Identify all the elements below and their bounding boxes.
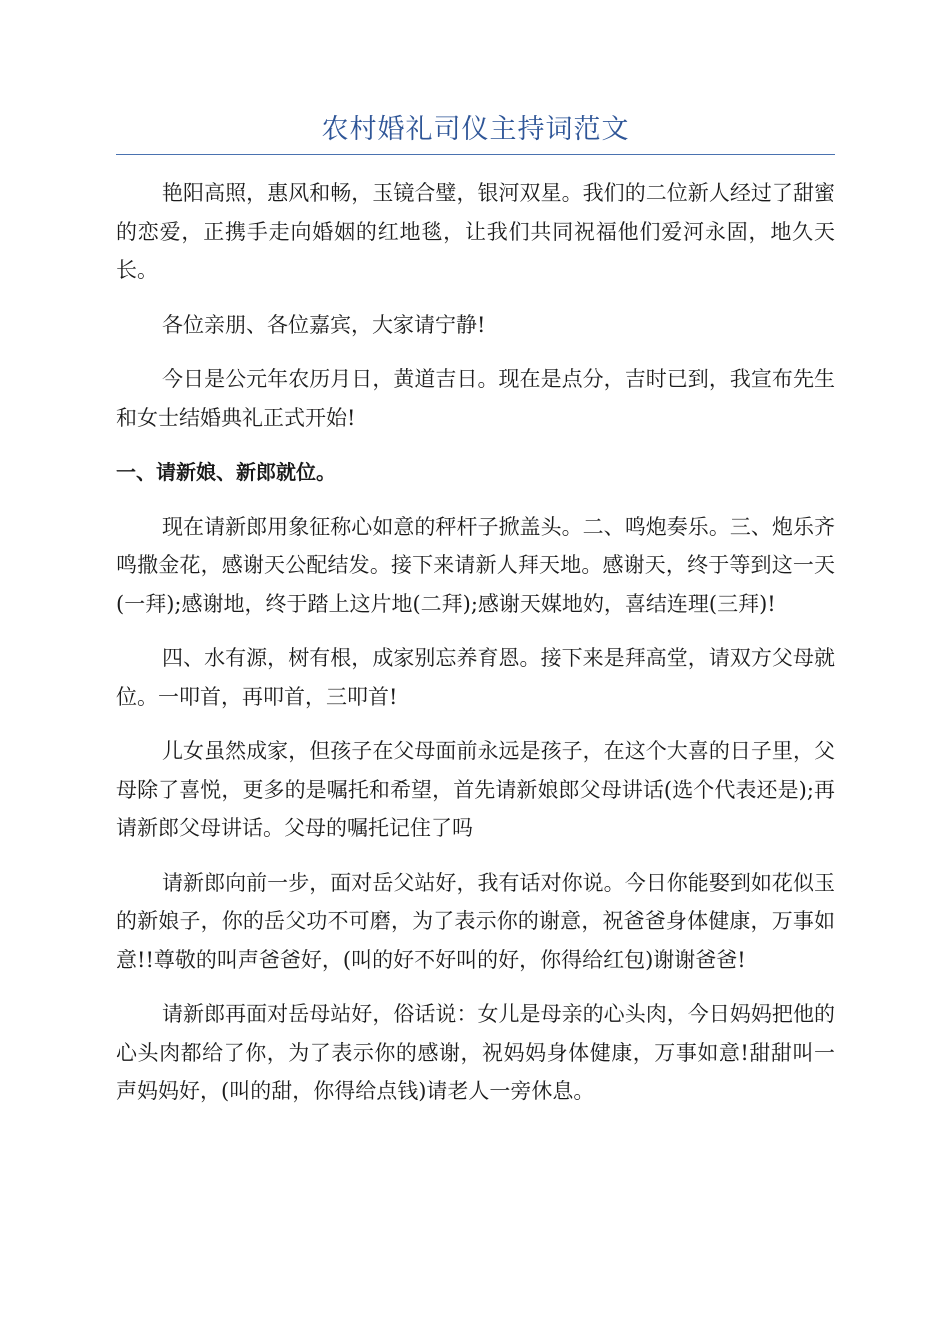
paragraph-greeting: 各位亲朋、各位嘉宾，大家请宁静!	[162, 312, 486, 337]
paragraph-announcement: 今日是公元年农历月日，黄道吉日。现在是点分，吉时已到，我宣布先生和女士结婚典礼正式开始!	[116, 367, 835, 430]
section-heading: 一、请新娘、新郎就位。	[116, 460, 336, 484]
document-body	[116, 174, 835, 1127]
paragraph-parents-bow: 四、水有源，树有根，成家别忘养育恩。接下来是拜高堂，请双方父母就位。一叩首，再叩首，三叩首!	[116, 646, 835, 709]
paragraph-parents-speech: 儿女虽然成家，但孩子在父母面前永远是孩子，在这个大喜的日子里，父母除了喜悦，更多的是嘱托和希望，首先请新娘郎父母讲话(选个代表还是);再请新郎父母讲话。父母的嘱托记住了吗	[116, 739, 835, 840]
paragraph-father-in-law: 请新郎向前一步，面对岳父站好，我有话对你说。今日你能娶到如花似玉的新娘子，你的岳父功不可磨，为了表示你的谢意，祝爸爸身体健康，万事如意!!尊敬的叫声爸爸好，(叫的好不好叫的好，你得给红包)谢谢爸爸!	[116, 870, 835, 972]
title-underline	[116, 154, 835, 155]
document-title: 农村婚礼司仪主持词范文	[321, 114, 630, 145]
paragraph-opening: 艳阳高照，惠风和畅，玉镜合璧，银河双星。我们的二位新人经过了甜蜜的恋爱，正携手走向婚姻的红地毯，让我们共同祝福他们爱河永固，地久天长。	[116, 181, 835, 282]
paragraph-ceremony: 现在请新郎用象征称心如意的秤杆子掀盖头。二、鸣炮奏乐。三、炮乐齐鸣撒金花，感谢天公配结发。接下来请新人拜天地。感谢天，终于等到这一天(一拜);感谢地，终于踏上这片地(二拜);感谢天媒地妁，喜结连理(三拜)!	[116, 514, 835, 616]
paragraph-mother-in-law: 请新郎再面对岳母站好，俗话说：女儿是母亲的心头肉，今日妈妈把他的心头肉都给了你，为了表示你的感谢，祝妈妈身体健康，万事如意!甜甜叫一声妈妈好，(叫的甜，你得给点钱)请老人一旁休息。	[116, 1002, 835, 1103]
